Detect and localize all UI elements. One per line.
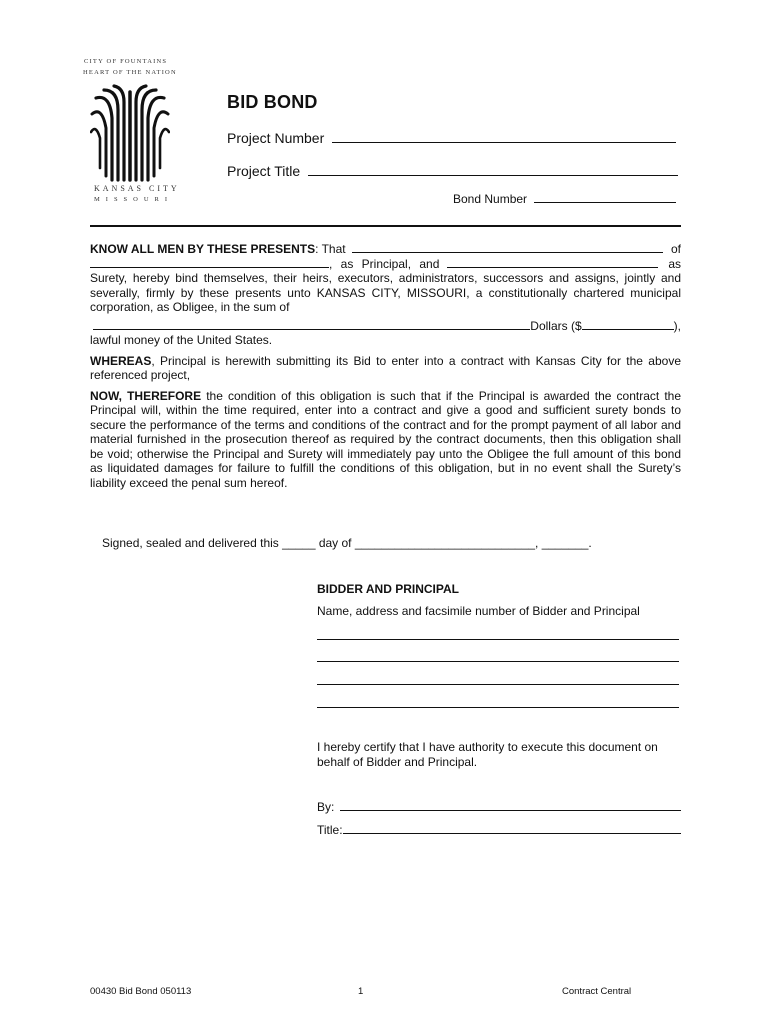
bidder-heading: BIDDER AND PRINCIPAL	[317, 582, 460, 596]
principal-name-field[interactable]	[352, 252, 663, 253]
fountain-icon	[90, 80, 170, 182]
page-title: BID BOND	[227, 92, 318, 112]
logo-tagline-1: CITY OF FOUNTAINS	[84, 58, 168, 65]
know-line	[90, 242, 681, 257]
certify-text: I hereby certify that I have authority to execute this document on behalf of Bidder and Principal.	[317, 740, 658, 769]
project-title-field[interactable]	[308, 175, 678, 176]
principal-line	[90, 257, 681, 272]
title-row	[317, 823, 681, 837]
bidder-subheading: Name, address and facsimile number of Bidder and Principal	[317, 604, 640, 618]
know-that: : That	[315, 242, 346, 256]
bidder-info-line-1[interactable]	[317, 639, 679, 640]
now-therefore-text: the condition of this obligation is such that if the Principal is awarded the contract the Principal will, within the time required, enter into a contract and give a good and sufficient surety bonds to secure the performance of the terms and conditions of the contract and for the prompt payment of all labor and material furnished in the prosecution thereof as required by the contract documents, then this obligation shall be void; otherwise the Principal and Surety will immediately pay unto the Obligee the full amount of this bond as liquidated damages for failure to fulfill the conditions of this obligation, but in no event shall the Surety’s liability exceed the penal sum hereof.	[90, 388, 681, 490]
title-label: Title:	[317, 823, 343, 837]
project-number-label: Project Number	[227, 130, 325, 146]
whereas-text: , Principal is herewith submitting its Bid to enter into a contract with Kansas City for the above referenced project,	[90, 353, 681, 382]
logo-city: KANSAS CITY	[94, 184, 180, 193]
amount-figure-field[interactable]	[582, 329, 674, 330]
title-field[interactable]	[343, 833, 681, 834]
principal-address-field[interactable]	[90, 267, 329, 268]
logo-state: MISSOURI	[94, 196, 174, 203]
amount-words-field[interactable]	[93, 329, 530, 330]
of-text: of	[670, 242, 681, 256]
header-divider	[90, 225, 681, 227]
as-principal-text: , as Principal, and	[329, 256, 440, 271]
footer-page-number: 1	[358, 986, 364, 997]
bidder-info-line-3[interactable]	[317, 684, 679, 685]
surety-name-field[interactable]	[447, 267, 658, 268]
by-label: By:	[317, 800, 335, 814]
know-lead: KNOW ALL MEN BY THESE PRESENTS	[90, 242, 316, 256]
dollars-line	[90, 319, 681, 334]
bidder-info-line-4[interactable]	[317, 707, 679, 708]
project-number-field[interactable]	[332, 142, 676, 143]
whereas-lead: WHEREAS	[90, 353, 152, 368]
now-therefore-lead: NOW, THEREFORE	[90, 388, 202, 403]
whereas-paragraph	[90, 354, 681, 383]
project-title-label: Project Title	[227, 163, 301, 179]
project-number-row	[227, 130, 676, 146]
as-text: as	[668, 256, 681, 271]
footer-doc-id: 00430 Bid Bond 050113	[90, 986, 192, 997]
bond-body	[90, 242, 681, 490]
surety-paragraph: Surety, hereby bind themselves, their heirs, executors, administrators, successors and assigns, jointly and severally, firmly by these presents unto KANSAS CITY, MISSOURI, a constitutionally chartered municipal corporation, as Obligee, in the sum of	[90, 271, 681, 314]
lawful-money: lawful money of the United States.	[90, 333, 273, 347]
bidder-info-line-2[interactable]	[317, 661, 679, 662]
by-row	[317, 800, 681, 814]
dollars-close: ),	[673, 318, 681, 333]
signed-line[interactable]: Signed, sealed and delivered this _____ day of ___________________________, _______.	[102, 536, 592, 550]
dollars-label: Dollars ($	[530, 318, 582, 333]
bond-number-row	[453, 192, 676, 206]
by-signature-field[interactable]	[340, 810, 681, 811]
bond-number-label: Bond Number	[453, 192, 528, 206]
bond-number-field[interactable]	[534, 202, 676, 203]
footer-department: Contract Central	[562, 986, 632, 997]
project-title-row	[227, 163, 678, 179]
now-therefore-paragraph	[90, 389, 681, 491]
logo-tagline-2: HEART OF THE NATION	[83, 69, 177, 76]
